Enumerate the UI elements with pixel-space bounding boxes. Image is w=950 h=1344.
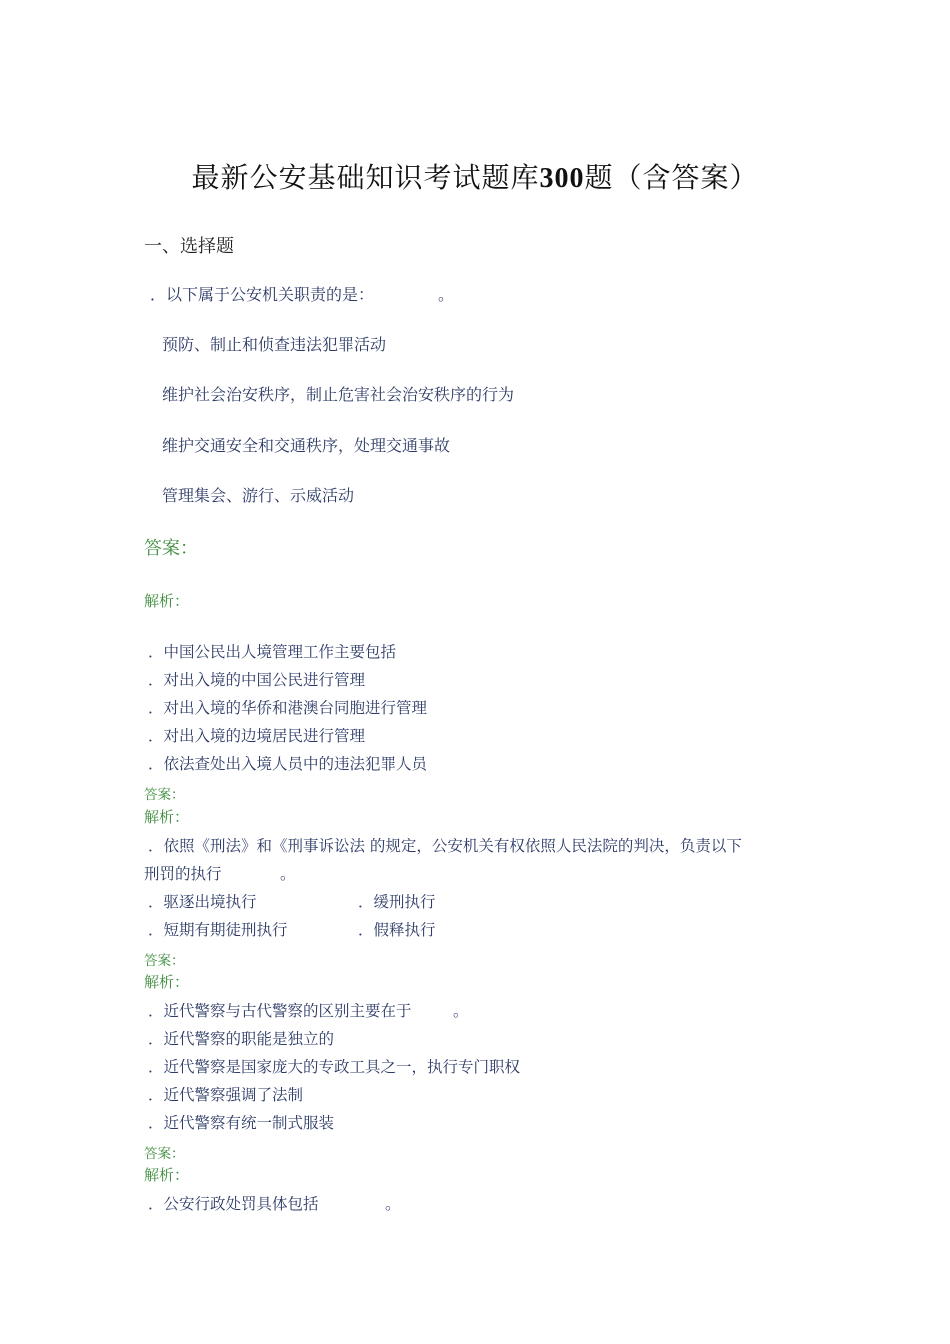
title-number: 300 xyxy=(539,163,585,194)
question-4-answer-label: 答案： xyxy=(144,1146,185,1162)
question-4-analysis-label: 解析： xyxy=(144,1166,190,1184)
question-1-option-2: 维护社会治安秩序，制止危害社会治安秩序的行为 xyxy=(162,385,515,404)
question-5-stem-end: 。 xyxy=(385,1195,401,1213)
question-3-stem-line-1: ．依照《刑法》和《刑事诉讼法 的规定，公安机关有权依照人民法院的判决，负责以下 xyxy=(148,837,742,855)
title-prefix: 最新公安基础知识考试题库 xyxy=(191,161,540,194)
question-3-stem-end: 。 xyxy=(280,865,296,883)
question-3-option-d: ．假释执行 xyxy=(358,921,436,939)
question-2-stem: ．中国公民出人境管理工作主要包括 xyxy=(148,643,397,661)
question-1-stem-end: 。 xyxy=(438,285,455,304)
question-4-stem-end: 。 xyxy=(453,1002,469,1020)
question-3-analysis-label: 解析： xyxy=(144,973,190,991)
question-4-option-3: ．近代警察强调了法制 xyxy=(148,1086,304,1104)
question-3-option-a: ．驱逐出境执行 xyxy=(148,893,257,911)
question-2-answer-label: 答案： xyxy=(144,787,185,803)
question-4-stem: ．近代警察与古代警察的区别主要在于 xyxy=(148,1002,412,1020)
question-4-option-1: ．近代警察的职能是独立的 xyxy=(148,1030,335,1048)
question-3-answer-label: 答案： xyxy=(144,953,185,969)
section-heading: 一、选择题 xyxy=(144,236,234,257)
question-2-option-3: ．对出入境的边境居民进行管理 xyxy=(148,727,366,745)
question-1-option-1: 预防、制止和侦查违法犯罪活动 xyxy=(162,335,387,354)
question-3-option-b: ．缓刑执行 xyxy=(358,893,436,911)
question-2-option-1: ．对出入境的中国公民进行管理 xyxy=(148,671,366,689)
question-1-option-4: 管理集会、游行、示威活动 xyxy=(162,486,355,505)
document-title xyxy=(0,156,950,196)
question-1-option-3: 维护交通安全和交通秩序，处理交通事故 xyxy=(162,436,451,455)
question-1-answer-label: 答案： xyxy=(144,538,198,559)
question-2-analysis-label: 解析： xyxy=(144,808,190,826)
question-5-stem: ．公安行政处罚具体包括 xyxy=(148,1195,319,1213)
question-4-option-2: ．近代警察是国家庞大的专政工具之一，执行专门职权 xyxy=(148,1058,521,1076)
question-2-option-2: ．对出入境的华侨和港澳台同胞进行管理 xyxy=(148,699,428,717)
title-suffix: 题（含答案） xyxy=(584,161,759,194)
question-3-option-c: ．短期有期徒刑执行 xyxy=(148,921,288,939)
question-2-option-4: ．依法查处出入境人员中的违法犯罪人员 xyxy=(148,755,428,773)
question-4-option-4: ．近代警察有统一制式服装 xyxy=(148,1114,335,1132)
question-1-analysis-label: 解析： xyxy=(144,592,190,610)
question-3-stem-line-2: 刑罚的执行 xyxy=(144,865,222,883)
question-1-stem: ．以下属于公安机关职责的是： xyxy=(150,285,375,304)
